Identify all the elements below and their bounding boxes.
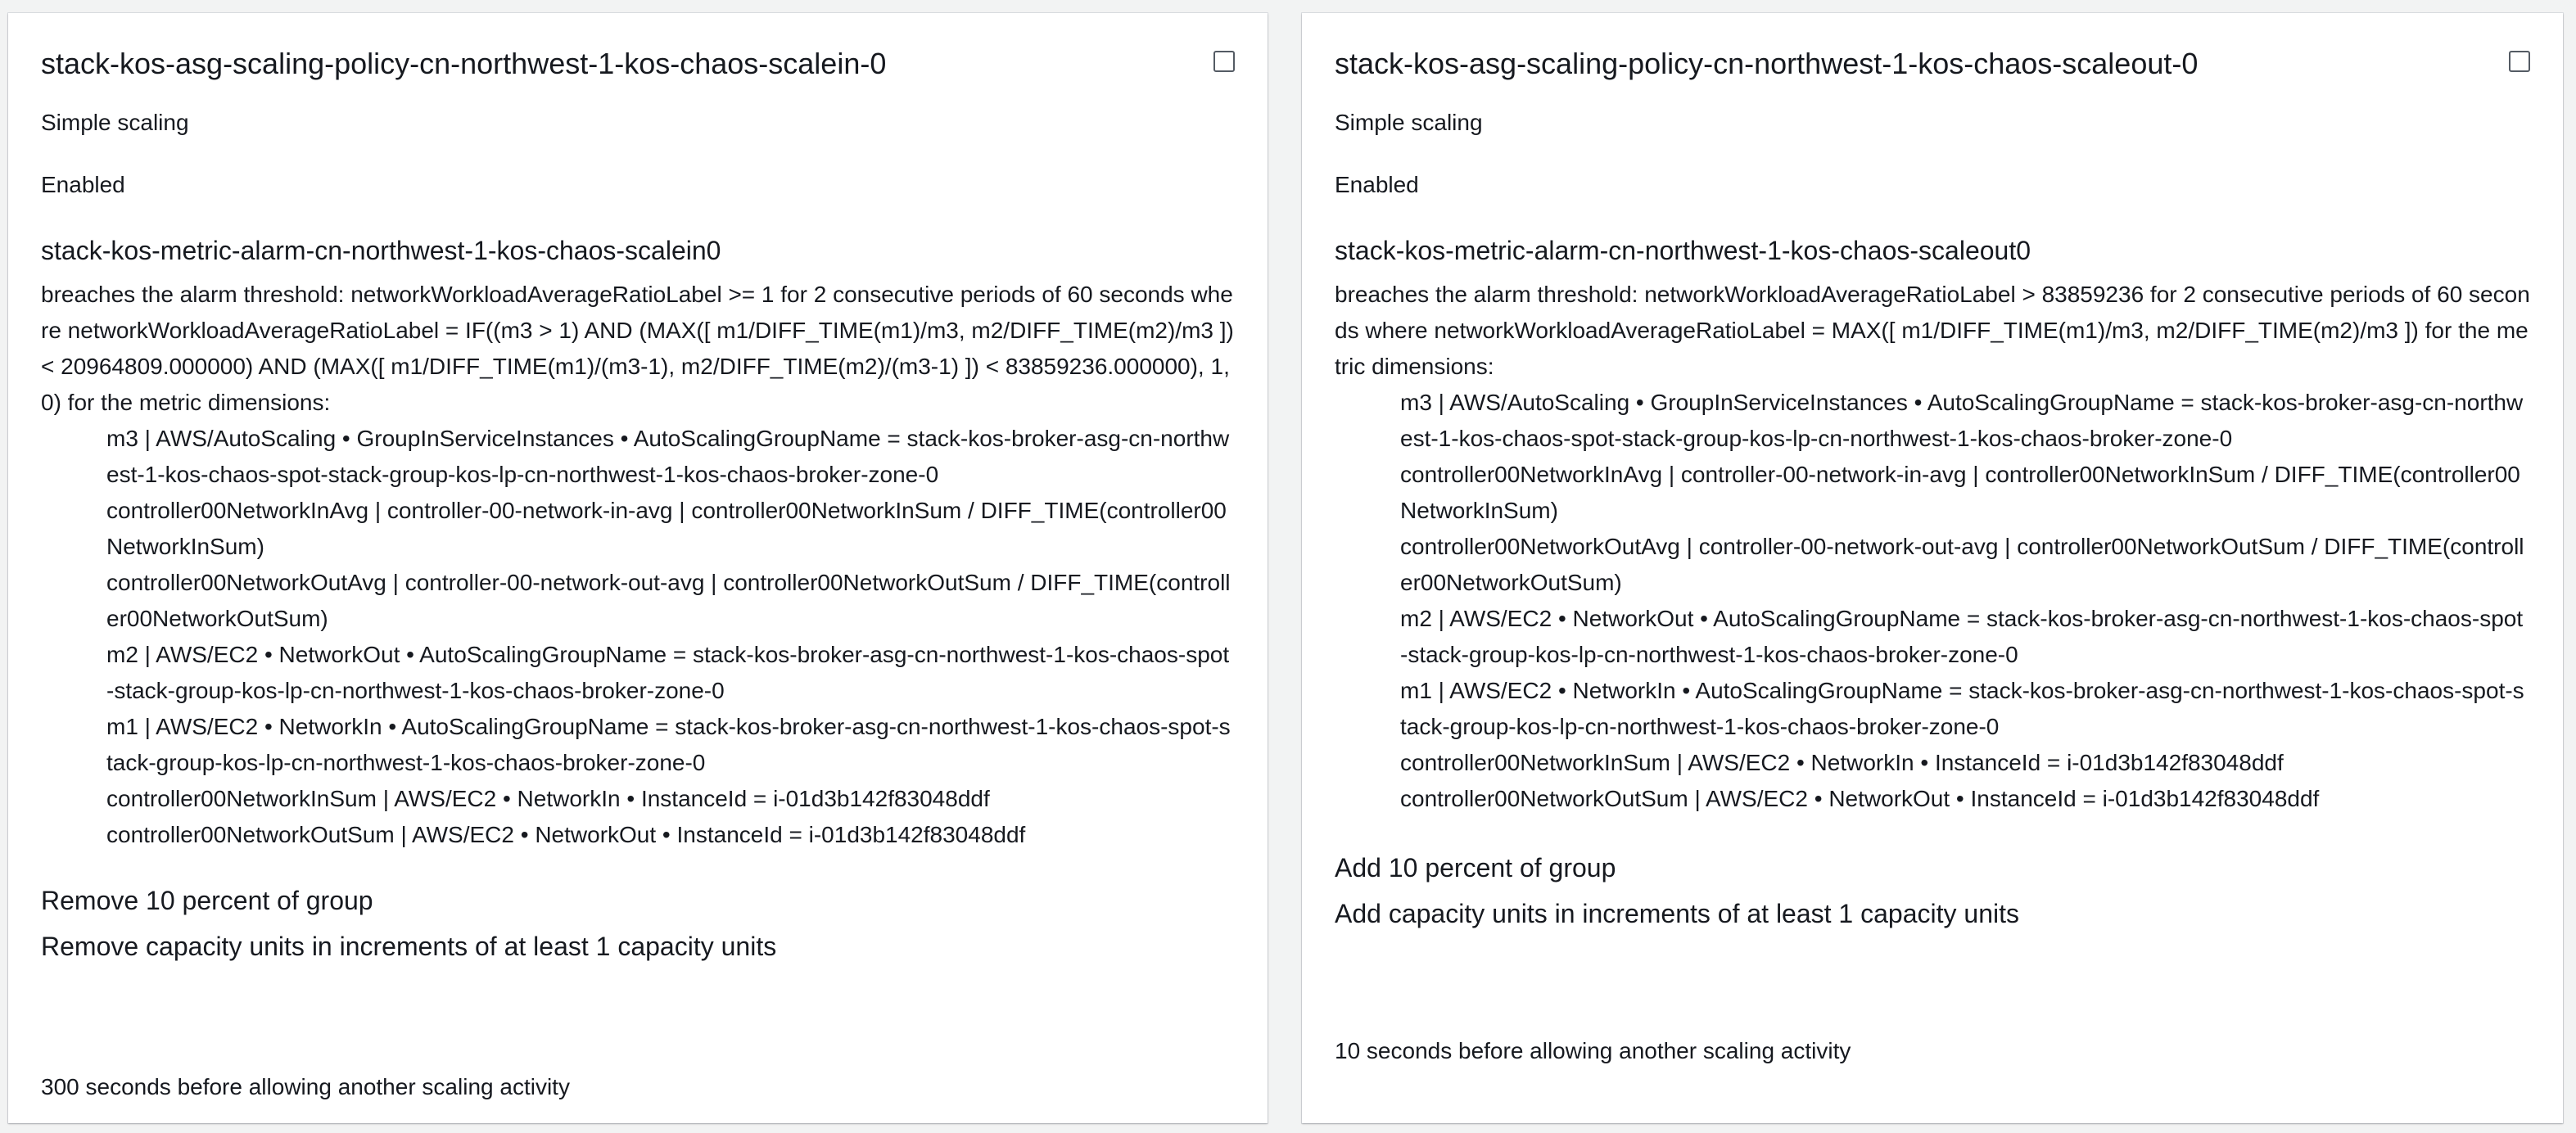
metric-dimension-item: m1 | AWS/EC2 • NetworkIn • AutoScalingGroupName = stack-kos-broker-asg-cn-northwest-1-kos-chaos-spot-stack-group-kos-lp-cn-northwest-1-kos-chaos-broker-zone-0: [106, 714, 1231, 775]
metric-dimension-item: controller00NetworkOutAvg | controller-00-network-out-avg | controller00NetworkOutSum / DIFF_TIME(controller00NetworkOutSum): [106, 570, 1231, 631]
scaling-step: Remove capacity units in increments of at least 1 capacity units: [41, 932, 777, 961]
metric-dimension-item: m3 | AWS/AutoScaling • GroupInServiceInstances • AutoScalingGroupName = stack-kos-broker-asg-cn-northwest-1-kos-chaos-spot-stack-group-kos-lp-cn-northwest-1-kos-chaos-broker-zone-0: [1400, 390, 2524, 451]
scaling-action: Remove 10 percent of group: [41, 886, 373, 915]
metric-dimension-item: m1 | AWS/EC2 • NetworkIn • AutoScalingGroupName = stack-kos-broker-asg-cn-northwest-1-kos-chaos-spot-stack-group-kos-lp-cn-northwest-1-kos-chaos-broker-zone-0: [1400, 678, 2524, 739]
cooldown-text: 10 seconds before allowing another scaling activity: [1335, 1038, 1851, 1063]
select-policy-checkbox[interactable]: [1213, 51, 1235, 72]
policy-status: Enabled: [41, 172, 125, 197]
policy-type: Simple scaling: [41, 110, 189, 135]
metric-dimension-item: controller00NetworkOutAvg | controller-00-network-out-avg | controller00NetworkOutSum / DIFF_TIME(controller00NetworkOutSum): [1400, 534, 2524, 595]
metric-dimension-item: controller00NetworkInSum | AWS/EC2 • NetworkIn • InstanceId = i-01d3b142f83048ddf: [106, 786, 990, 811]
scaling-policy-card-scalein: [8, 13, 1268, 1123]
scaling-policy-card-scaleout: [1302, 13, 2563, 1123]
metric-dimensions-list: [1400, 385, 2530, 817]
alarm-name: stack-kos-metric-alarm-cn-northwest-1-kos-chaos-scaleout0: [1335, 236, 2031, 265]
policy-name: stack-kos-asg-scaling-policy-cn-northwest-1-kos-chaos-scalein-0: [41, 47, 887, 80]
metric-dimensions-list: [106, 421, 1236, 853]
scaling-step: Add capacity units in increments of at least 1 capacity units: [1335, 899, 2019, 928]
alarm-description: breaches the alarm threshold: networkWorkloadAverageRatioLabel > 83859236 for 2 consecutive periods of 60 seconds where networkWorkloadAverageRatioLabel = MAX([ m1/DIFF_TIME(m1)/m3, m2/DIFF_TIME(m2)/m3 ]) for the metric dimensions:: [1335, 282, 2530, 379]
select-policy-checkbox[interactable]: [2509, 51, 2530, 72]
alarm-description: breaches the alarm threshold: networkWorkloadAverageRatioLabel >= 1 for 2 consecutive periods of 60 seconds where networkWorkloadAverageRatioLabel = IF((m3 > 1) AND (MAX([ m1/DIFF_TIME(m1)/m3, m2/DIFF_TIME(m2)/m3 ]) < 20964809.000000) AND (MAX([ m1/DIFF_TIME(m1)/(m3-1), m2/DIFF_TIME(m2)/(m3-1) ]) < 83859236.000000), 1, 0) for the metric dimensions:: [41, 282, 1234, 415]
metric-dimension-item: m2 | AWS/EC2 • NetworkOut • AutoScalingGroupName = stack-kos-broker-asg-cn-northwest-1-kos-chaos-spot-stack-group-kos-lp-cn-northwest-1-kos-chaos-broker-zone-0: [1400, 606, 2524, 667]
metric-dimension-item: controller00NetworkOutSum | AWS/EC2 • NetworkOut • InstanceId = i-01d3b142f83048ddf: [1400, 786, 2320, 811]
scaling-action: Add 10 percent of group: [1335, 853, 1616, 882]
cooldown-text: 300 seconds before allowing another scaling activity: [41, 1074, 570, 1099]
alarm-name: stack-kos-metric-alarm-cn-northwest-1-kos-chaos-scalein0: [41, 236, 721, 265]
metric-dimension-item: controller00NetworkInAvg | controller-00-network-in-avg | controller00NetworkInSum / DIFF_TIME(controller00NetworkInSum): [1400, 462, 2520, 523]
policy-type: Simple scaling: [1335, 110, 1483, 135]
metric-dimension-item: controller00NetworkInAvg | controller-00-network-in-avg | controller00NetworkInSum / DIFF_TIME(controller00NetworkInSum): [106, 498, 1227, 559]
policy-status: Enabled: [1335, 172, 1419, 197]
metric-dimension-item: controller00NetworkInSum | AWS/EC2 • NetworkIn • InstanceId = i-01d3b142f83048ddf: [1400, 750, 2284, 775]
policy-name: stack-kos-asg-scaling-policy-cn-northwest-1-kos-chaos-scaleout-0: [1335, 47, 2199, 80]
metric-dimension-item: m3 | AWS/AutoScaling • GroupInServiceInstances • AutoScalingGroupName = stack-kos-broker-asg-cn-northwest-1-kos-chaos-spot-stack-group-kos-lp-cn-northwest-1-kos-chaos-broker-zone-0: [106, 426, 1230, 487]
metric-dimension-item: controller00NetworkOutSum | AWS/EC2 • NetworkOut • InstanceId = i-01d3b142f83048ddf: [106, 822, 1026, 847]
metric-dimension-item: m2 | AWS/EC2 • NetworkOut • AutoScalingGroupName = stack-kos-broker-asg-cn-northwest-1-kos-chaos-spot-stack-group-kos-lp-cn-northwest-1-kos-chaos-broker-zone-0: [106, 642, 1230, 703]
